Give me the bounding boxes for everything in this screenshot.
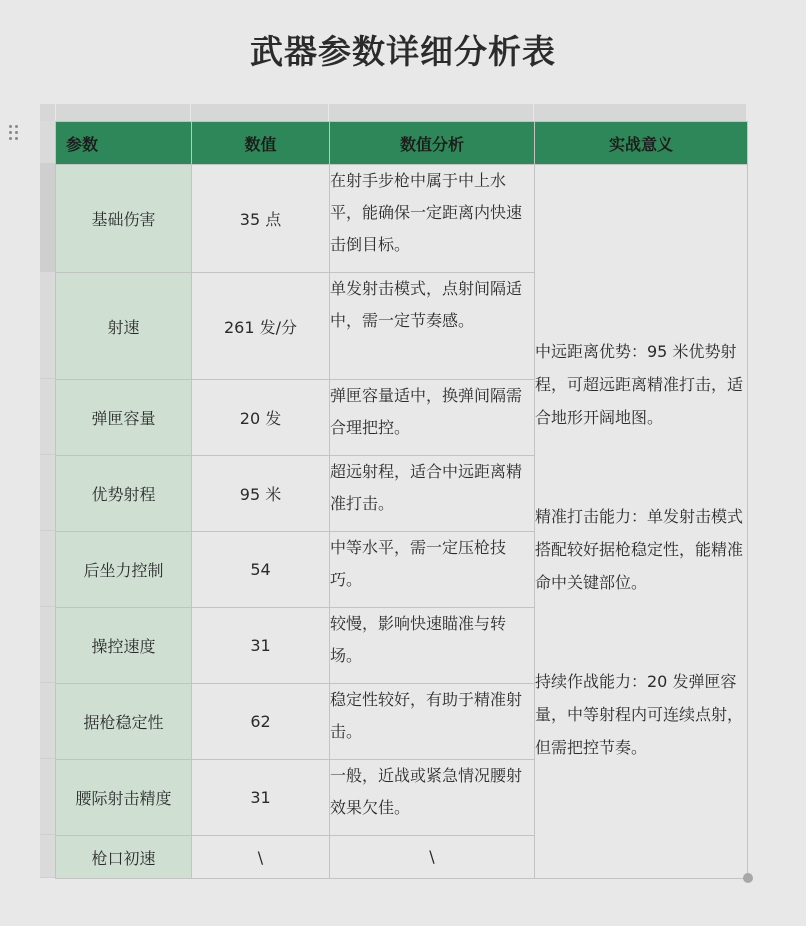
weapon-params-table	[55, 121, 748, 879]
analysis-cell[interactable]: 在射手步枪中属于中上水平，能确保一定距离内快速击倒目标。	[330, 165, 535, 273]
value-cell[interactable]: 20 发	[192, 380, 330, 456]
row-selector[interactable]	[40, 531, 55, 607]
header-cell-significance[interactable]: 实战意义	[535, 122, 748, 165]
page-title: 武器参数详细分析表	[250, 32, 556, 71]
row-selector[interactable]	[40, 759, 55, 835]
analysis-cell[interactable]: 稳定性较好，有助于精准射击。	[330, 684, 535, 760]
row-selector[interactable]	[40, 607, 55, 683]
column-selector[interactable]	[191, 104, 328, 121]
analysis-cell[interactable]: \	[330, 836, 535, 879]
row-selector[interactable]	[40, 455, 55, 531]
significance-range: 中远距离优势：95 米优势射程，可超远距离精准打击，适合地形开阔地图。	[535, 342, 744, 427]
header-cell-param[interactable]: 参数	[56, 122, 192, 165]
row-selector[interactable]	[40, 683, 55, 759]
value-cell[interactable]: 31	[192, 608, 330, 684]
row-selector[interactable]	[40, 164, 55, 272]
column-selector[interactable]	[534, 104, 746, 121]
header-cell-analysis[interactable]: 数值分析	[330, 122, 535, 165]
column-selector-corner[interactable]	[40, 104, 55, 121]
param-cell[interactable]: 基础伤害	[56, 165, 192, 273]
param-cell[interactable]: 腰际射击精度	[56, 760, 192, 836]
significance-cell[interactable]	[535, 165, 748, 879]
row-selector[interactable]	[40, 379, 55, 455]
value-cell[interactable]: 95 米	[192, 456, 330, 532]
value-cell[interactable]: 62	[192, 684, 330, 760]
analysis-cell[interactable]: 一般，近战或紧急情况腰射效果欠佳。	[330, 760, 535, 836]
analysis-cell[interactable]: 单发射击模式，点射间隔适中，需一定节奏感。	[330, 273, 535, 380]
value-cell[interactable]: \	[192, 836, 330, 879]
param-cell[interactable]: 操控速度	[56, 608, 192, 684]
column-selector[interactable]	[329, 104, 533, 121]
header-cell-value[interactable]: 数值	[192, 122, 330, 165]
table-row	[56, 165, 748, 273]
value-cell[interactable]: 54	[192, 532, 330, 608]
drag-handle-icon[interactable]	[9, 125, 19, 143]
analysis-cell[interactable]: 中等水平，需一定压枪技巧。	[330, 532, 535, 608]
value-cell[interactable]: 261 发/分	[192, 273, 330, 380]
row-selector[interactable]	[40, 835, 55, 878]
param-cell[interactable]: 据枪稳定性	[56, 684, 192, 760]
analysis-cell[interactable]: 弹匣容量适中，换弹间隔需合理把控。	[330, 380, 535, 456]
analysis-cell[interactable]: 超远射程，适合中远距离精准打击。	[330, 456, 535, 532]
row-selector[interactable]	[40, 272, 55, 379]
param-cell[interactable]: 射速	[56, 273, 192, 380]
table-resize-handle-icon[interactable]	[743, 873, 753, 883]
value-cell[interactable]: 31	[192, 760, 330, 836]
table-header-row	[56, 122, 748, 165]
param-cell[interactable]: 枪口初速	[56, 836, 192, 879]
significance-precision: 精准打击能力：单发射击模式搭配较好据枪稳定性，能精准命中关键部位。	[535, 507, 744, 592]
analysis-cell[interactable]: 较慢，影响快速瞄准与转场。	[330, 608, 535, 684]
param-cell[interactable]: 弹匣容量	[56, 380, 192, 456]
param-cell[interactable]: 后坐力控制	[56, 532, 192, 608]
value-cell[interactable]: 35 点	[192, 165, 330, 273]
row-selector[interactable]	[40, 121, 55, 164]
significance-sustain: 持续作战能力：20 发弹匣容量，中等射程内可连续点射，但需把控节奏。	[535, 672, 744, 757]
param-cell[interactable]: 优势射程	[56, 456, 192, 532]
column-selector[interactable]	[56, 104, 190, 121]
